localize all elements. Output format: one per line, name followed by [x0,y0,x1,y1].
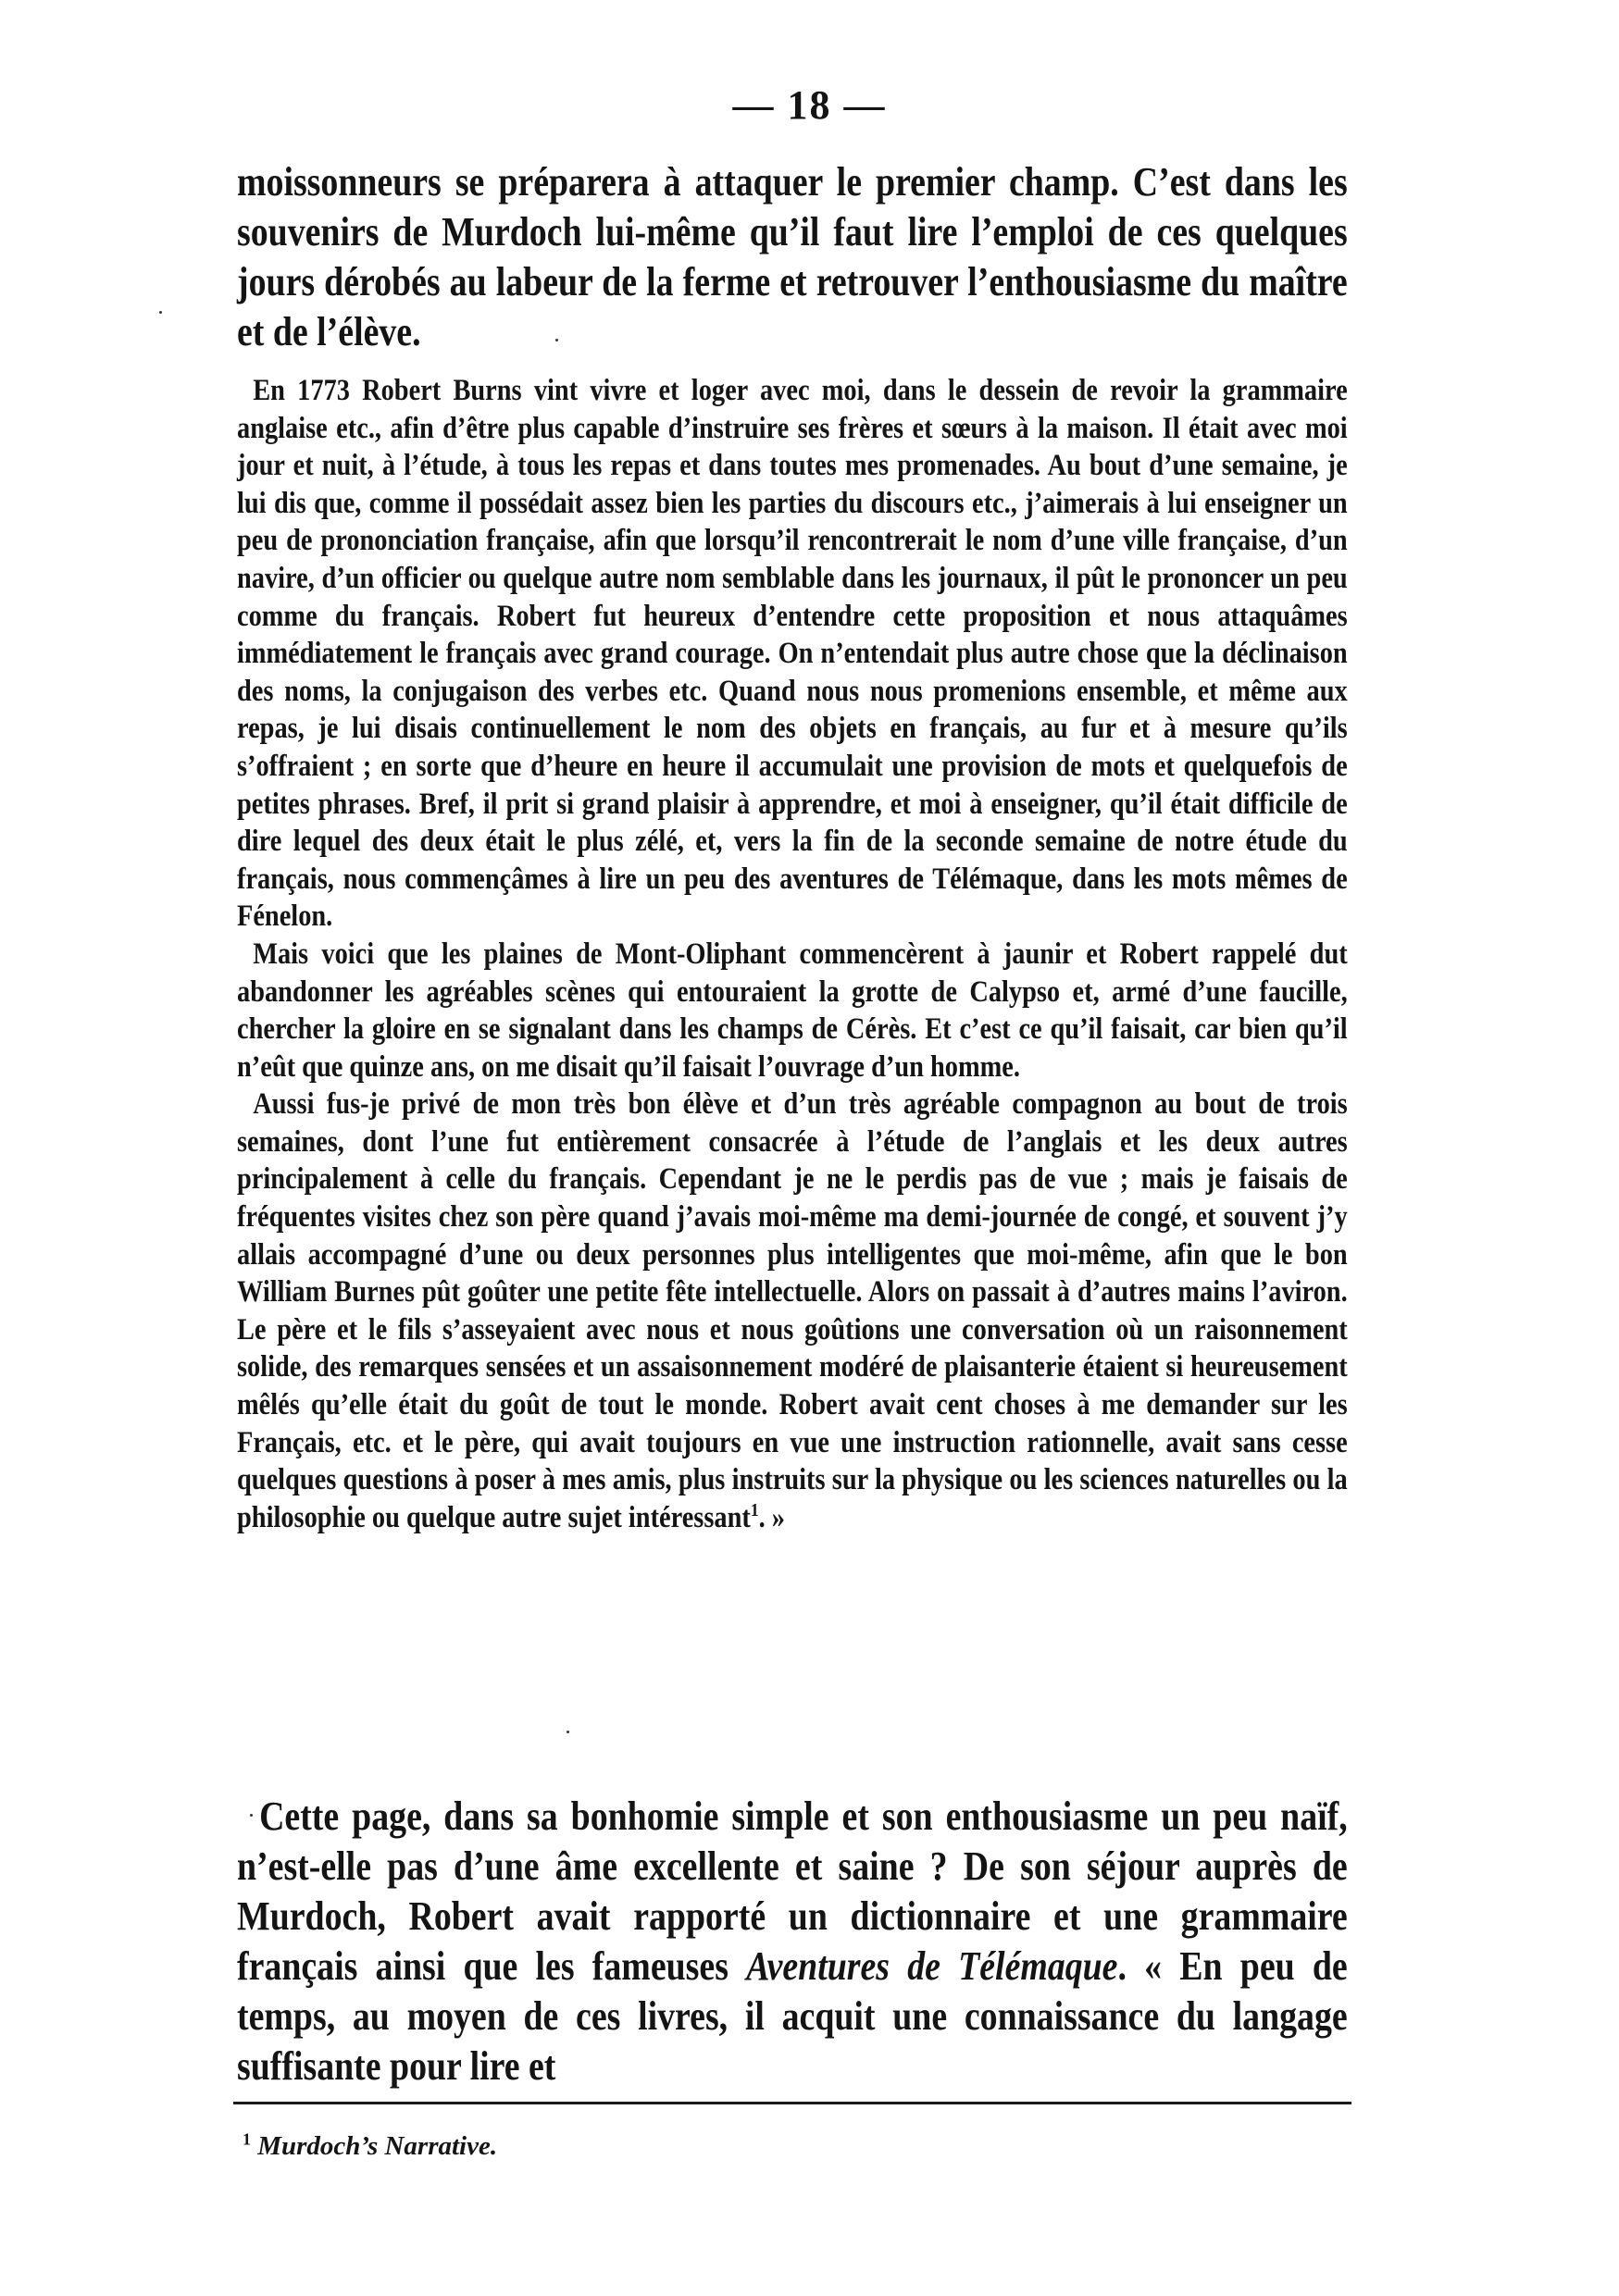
intro-paragraph-block [237,157,1348,357]
intro-paragraph: moissonneurs se préparera à attaquer le premier champ. C’est dans les souvenirs de Murdoch lui-même qu’il faut lire l’emploi de ces quelques jours dérobés au labeur de la ferme et retrouver l’enthousiasme du maître et de l’élève. [237,159,1348,354]
quote-paragraph-2: Mais voici que les plaines de Mont-Oliphant commencèrent à jaunir et Robert rappelé dut abandonner les agréables scènes qui entouraient la grotte de Calypso et, armé d’une faucille, chercher la gloire en se signalant dans les champs de Cérès. Et c’est ce qu’il faisait, car bien qu’il n’eût que quinze ans, on me disait qu’il faisait l’ouvrage d’un homme. [237,937,1348,1084]
scan-speck [567,1731,569,1733]
commentary-text-end: . « En peu de temps, au moyen de ces livres, il acquit une connaissance du langage suffisante pour lire et [237,1943,1348,2089]
murdoch-quotation [237,372,1348,1536]
quote-paragraph-3 [237,1086,1348,1536]
scan-speck [159,311,162,314]
scan-speck [555,339,558,341]
scan-speck [250,1814,253,1817]
footnote-text: Murdoch’s Narrative. [257,2131,498,2161]
quote-closing: . » [758,1500,785,1534]
footnote-divider [233,2102,1351,2104]
commentary-text-start: Cette page, dans sa bonhomie simple et son enthousiasme un peu naïf, n’est-elle pas d’une âme excellente et saine ? De son séjour auprès de Murdoch, Robert avait rapporté un dictionnaire et une grammaire français ainsi que les fameuses [237,1793,1348,1989]
book-title: Aventures de Télémaque [746,1943,1118,1989]
commentary-paragraph [237,1792,1348,2091]
page-number: — 18 — [732,82,887,128]
footnote [243,2131,497,2162]
footnote-marker: 1 [243,2129,251,2149]
footnote-reference: 1 [750,1499,759,1520]
commentary-paragraph-block [237,1792,1348,2091]
quote-paragraph-3-text: Aussi fus-je privé de mon très bon élève et d’un très agréable compagnon au bout de trois semaines, dont l’une fut entièrement consacrée à l’étude de l’anglais et les deux autres principalement à celle du français. Cependant je ne le perdis pas de vue ; mais je faisais de fréquentes visites chez son père quand j’avais moi-même ma demi-journée de congé, et souvent j’y allais accompagné d’une ou deux personnes plus intelligentes que moi-même, afin que le bon William Burnes pût goûter une petite fête intellectuelle. Alors on passait à d’autres mains l’aviron. Le père et le fils s’asseyaient avec nous et nous goûtions une conversation où un raisonnement solide, des remarques sensées et un assaisonnement modéré de plaisanterie étaient si heureusement mêlés qu’elle était du goût de tout le monde. Robert avait cent choses à me demander sur les Français, etc. et le père, qui avait toujours en vue une instruction rationnelle, avait sans cesse quelques questions à poser à mes amis, plus instruits sur la physique ou les sciences naturelles ou la philosophie ou quelque autre sujet intéressant [237,1087,1348,1534]
quote-paragraph-1: En 1773 Robert Burns vint vivre et loger avec moi, dans le dessein de revoir la grammaire anglaise etc., afin d’être plus capable d’instruire ses frères et sœurs à la maison. Il était avec moi jour et nuit, à l’étude, à tous les repas et dans toutes mes promenades. Au bout d’une semaine, je lui dis que, comme il possédait assez bien les parties du discours etc., j’aimerais à lui enseigner un peu de prononciation française, afin que lorsqu’il rencontrerait le nom d’une ville française, d’un navire, d’un officier ou quelque autre nom semblable dans les journaux, il pût le prononcer un peu comme du français. Robert fut heureux d’entendre cette proposition et nous attaquâmes immédiatement le français avec grand courage. On n’entendait plus autre chose que la déclinaison des noms, la conjugaison des verbes etc. Quand nous nous promenions ensemble, et même aux repas, je lui disais continuellement le nom des objets en français, au fur et à mesure qu’ils s’offraient ; en sorte que d’heure en heure il accumulait une provision de mots et quelquefois de petites phrases. Bref, il prit si grand plaisir à apprendre, et moi à enseigner, qu’il était difficile de dire lequel des deux était le plus zélé, et, vers la fin de la seconde semaine de notre étude du français, nous commençâmes à lire un peu des aventures de Télémaque, dans les mots mêmes de Fénelon. [237,374,1348,934]
